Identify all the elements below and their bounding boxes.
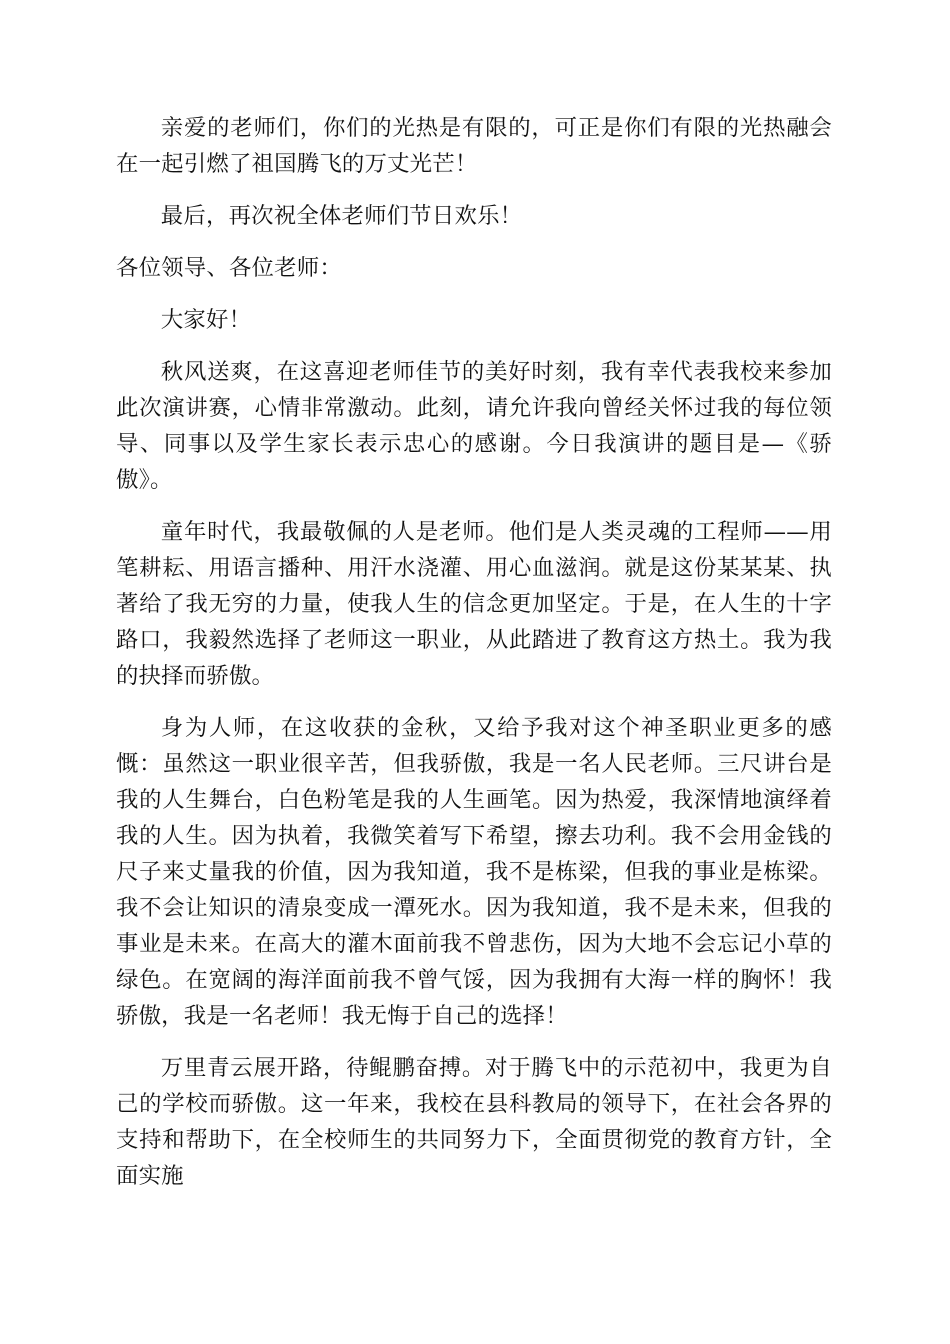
paragraph-closing-praise: 亲爱的老师们，你们的光热是有限的，可正是你们有限的光热融会在一起引燃了祖国腾飞的万丈光芒！ bbox=[116, 115, 832, 177]
paragraph-introduction: 秋风送爽，在这喜迎老师佳节的美好时刻，我有幸代表我校来参加此次演讲赛，心情非常激动。此刻，请允许我向曾经关怀过我的每位领导、同事以及学生家长表示忠心的感谢。今日我演讲的题目是—《骄傲》。 bbox=[116, 359, 832, 493]
paragraph-salutation: 各位领导、各位老师： bbox=[116, 255, 342, 281]
paragraph-childhood: 童年时代，我最敬佩的人是老师。他们是人类灵魂的工程师——用笔耕耘、用语言播种、用汗水浇灌、用心血滋润。就是这份某某某、执著给了我无穷的力量，使我人生的信念更加坚定。于是，在人生的十字路口，我毅然选择了老师这一职业，从此踏进了教育这方热土。我为我的抉择而骄傲。 bbox=[116, 519, 832, 689]
paragraph-teacher-pride: 身为人师，在这收获的金秋，又给予我对这个神圣职业更多的感慨：虽然这一职业很辛苦，但我骄傲，我是一名人民老师。三尺讲台是我的人生舞台，白色粉笔是我的人生画笔。因为热爱，我深情地演绎着我的人生。因为执着，我微笑着写下希望，擦去功利。我不会用金钱的尺子来丈量我的价值，因为我知道，我不是栋梁，但我的事业是栋梁。我不会让知识的清泉变成一潭死水。因为我知道，我不是未来，但我的事业是未来。在高大的灌木面前我不曾悲伤，因为大地不会忘记小草的绿色。在宽阔的海洋面前我不曾气馁，因为我拥有大海一样的胸怀！我骄傲，我是一名老师！我无悔于自己的选择！ bbox=[116, 715, 832, 1029]
paragraph-greeting: 大家好！ bbox=[160, 307, 252, 333]
paragraph-school-pride: 万里青云展开路，待鲲鹏奋搏。对于腾飞中的示范初中，我更为自己的学校而骄傲。这一年来，我校在县科教局的领导下，在社会各界的支持和帮助下，在全校师生的共同努力下，全面贯彻党的教育方针，全面实施 bbox=[116, 1055, 832, 1189]
paragraph-festival-wish: 最后，再次祝全体老师们节日欢乐！ bbox=[160, 203, 523, 229]
document-page bbox=[116, 110, 832, 1210]
